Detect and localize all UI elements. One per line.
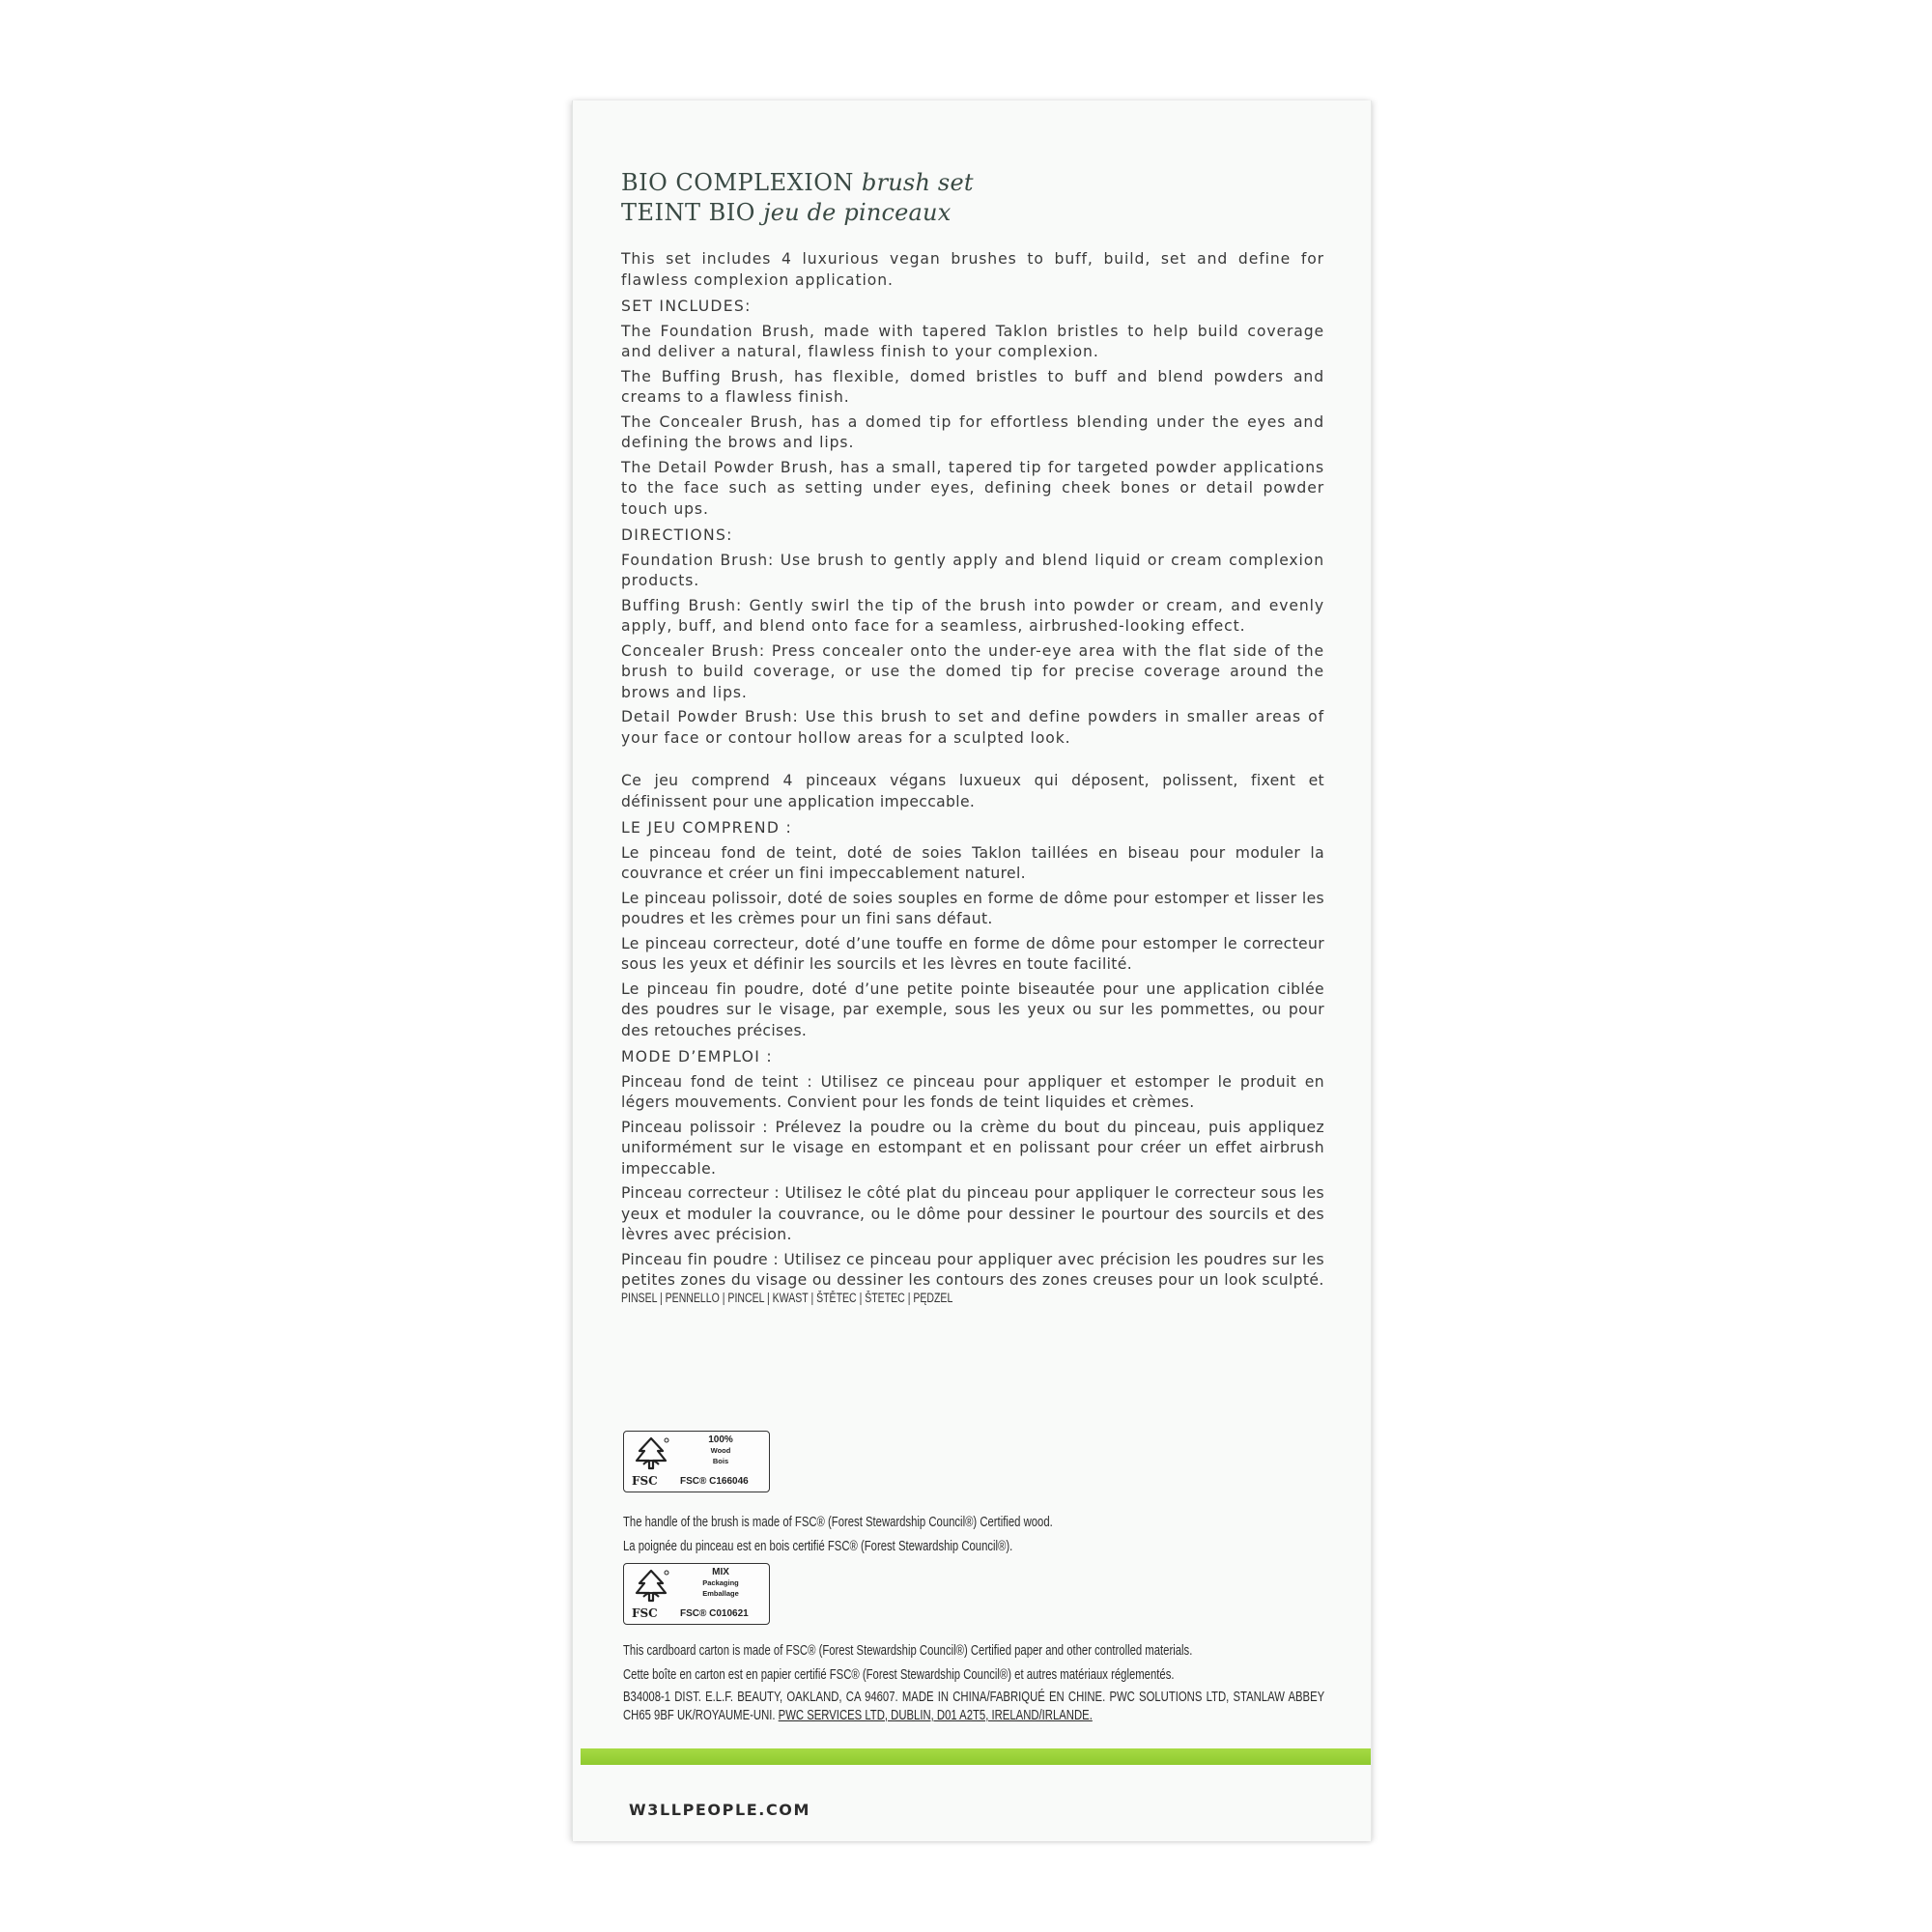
fsc-wood-badge — [623, 1431, 770, 1492]
french-set-item: Le pinceau correcteur, doté d’une touffe en forme de dôme pour estomper le correcteur sous les yeux et définir les sourcils et les lèvres en toute facilité. — [621, 934, 1324, 973]
distribution-underlined: PWC SERVICES LTD, DUBLIN, D01 A2T5, IRELAND/IRLANDE. — [778, 1708, 1093, 1723]
title-fr-main: TEINT BIO — [621, 199, 755, 226]
distribution-main: B34008-1 DIST. E.L.F. BEAUTY, OAKLAND, CA 94607. MADE IN CHINA/FABRIQUÉ EN CHINE. PWC SOLUTIONS LTD, STANLAW ABBEY CH65 9BF UK/ROYAUME-UNI. — [623, 1690, 1325, 1723]
french-direction: Pinceau fond de teint : Utilisez ce pinceau pour appliquer et estomper le produit en légers mouvements. Convient pour les fonds de teint liquides et crèmes. — [621, 1072, 1324, 1111]
english-set-includes-heading: SET INCLUDES: — [621, 298, 752, 315]
fsc-mix-code: FSC® C010621 — [680, 1608, 749, 1619]
brush-translations: PINSEL | PENNELLO | PINCEL | KWAST | ŠTĚTEC | ŠTETEC | PĘDZEL — [621, 1291, 953, 1305]
fsc-wood-text — [674, 1435, 767, 1466]
accent-stripe — [581, 1748, 1371, 1765]
fsc-wood-note-fr: La poignée du pinceau est en bois certifié FSC® (Forest Stewardship Council®). — [623, 1539, 1013, 1554]
fsc-mix-line2: Packaging — [702, 1578, 739, 1587]
french-set-includes-heading: LE JEU COMPREND : — [621, 819, 793, 837]
french-set-item: Le pinceau fond de teint, doté de soies Taklon taillées en biseau pour moduler la couvrance et créer un fini impeccablement naturel. — [621, 843, 1324, 882]
section-spacer — [621, 753, 1324, 771]
english-direction: Buffing Brush: Gently swirl the tip of the brush into powder or cream, and evenly apply, buff, and blend onto face for a seamless, airbrushed-looking effect. — [621, 596, 1324, 635]
fsc-wood-line2: Wood — [710, 1446, 731, 1455]
fsc-mix-note-en: This cardboard carton is made of FSC® (Forest Stewardship Council®) Certified paper and other controlled materials. — [623, 1643, 1193, 1659]
french-intro: Ce jeu comprend 4 pinceaux végans luxueux qui déposent, polissent, fixent et définissent pour une application impeccable. — [621, 772, 1324, 810]
fsc-wood-line3: Bois — [712, 1457, 729, 1465]
fsc-wood-line1: 100% — [708, 1435, 733, 1445]
title-english — [621, 168, 1324, 198]
website-url: W3LLPEOPLE.COM — [629, 1801, 811, 1819]
french-direction: Pinceau fin poudre : Utilisez ce pinceau pour appliquer avec précision les poudres sur les petites zones du visage ou dessiner les contours des zones creuses pour un look sculpté. — [621, 1250, 1324, 1289]
distribution-info — [623, 1689, 1324, 1725]
title-french — [621, 198, 1324, 228]
description-body — [621, 249, 1324, 1295]
english-set-item: The Buffing Brush, has flexible, domed bristles to buff and blend powders and creams to a flawless finish. — [621, 367, 1324, 406]
french-directions-heading: MODE D’EMPLOI : — [621, 1048, 773, 1065]
title-fr-italic: jeu de pinceaux — [763, 199, 952, 226]
fsc-mix-line3: Emballage — [702, 1589, 739, 1598]
fsc-mix-note-fr: Cette boîte en carton est en papier certifié FSC® (Forest Stewardship Council®) et autres matériaux réglementés. — [623, 1667, 1175, 1683]
title-block — [621, 168, 1324, 228]
english-direction: Detail Powder Brush: Use this brush to set and define powders in smaller areas of your face or contour hollow areas for a sculpted look. — [621, 708, 1324, 747]
fsc-mix-line1: MIX — [712, 1567, 729, 1577]
english-direction: Concealer Brush: Press concealer onto the under-eye area with the flat side of the brush to build coverage, or use the domed tip for precise coverage around the brows and lips. — [621, 641, 1324, 701]
french-section — [621, 771, 1324, 1292]
french-direction: Pinceau polissoir : Prélevez la poudre ou la crème du bout du pinceau, puis appliquez uniformément sur le visage en estompant et en polissant pour créer un effet airbrush impeccable. — [621, 1118, 1324, 1178]
english-set-item: The Concealer Brush, has a domed tip for effortless blending under the eyes and defining the brows and lips. — [621, 412, 1324, 451]
fsc-mix-badge — [623, 1563, 770, 1625]
english-intro: This set includes 4 luxurious vegan brushes to buff, build, set and define for flawless complexion application. — [621, 250, 1324, 289]
fsc-logo-text: FSC — [632, 1474, 658, 1488]
title-en-main: BIO COMPLEXION — [621, 169, 854, 196]
fsc-mix-text — [674, 1567, 767, 1599]
english-direction: Foundation Brush: Use brush to gently apply and blend liquid or cream complexion products. — [621, 551, 1324, 589]
title-en-italic: brush set — [862, 169, 974, 196]
french-direction: Pinceau correcteur : Utilisez le côté plat du pinceau pour appliquer le correcteur sous les yeux et moduler la couvrance, ou le dôme pour dessiner le pourtour des sourcils et des lèvres avec précision. — [621, 1184, 1324, 1243]
fsc-tree-icon — [630, 1435, 672, 1472]
fsc-wood-note-en: The handle of the brush is made of FSC® (Forest Stewardship Council®) Certified wood. — [623, 1515, 1053, 1530]
fsc-wood-code: FSC® C166046 — [680, 1476, 749, 1487]
french-set-item: Le pinceau polissoir, doté de soies souples en forme de dôme pour estomper et lisser les poudres et les crèmes pour un fini sans défaut. — [621, 889, 1324, 927]
english-set-item: The Detail Powder Brush, has a small, tapered tip for targeted powder applications to the face such as setting under eyes, defining cheek bones or detail powder touch ups. — [621, 458, 1324, 518]
english-section — [621, 249, 1324, 749]
fsc-logo-text: FSC — [632, 1606, 658, 1620]
product-box-back — [572, 100, 1372, 1841]
french-set-item: Le pinceau fin poudre, doté d’une petite pointe biseautée pour une application ciblée des poudres sur le visage, par exemple, sous les yeux ou sur les pommettes, ou pour des retouches précises. — [621, 980, 1324, 1039]
fsc-tree-icon — [630, 1568, 672, 1605]
english-directions-heading: DIRECTIONS: — [621, 526, 733, 544]
english-set-item: The Foundation Brush, made with tapered Taklon bristles to help build coverage and deliver a natural, flawless finish to your complexion. — [621, 322, 1324, 360]
